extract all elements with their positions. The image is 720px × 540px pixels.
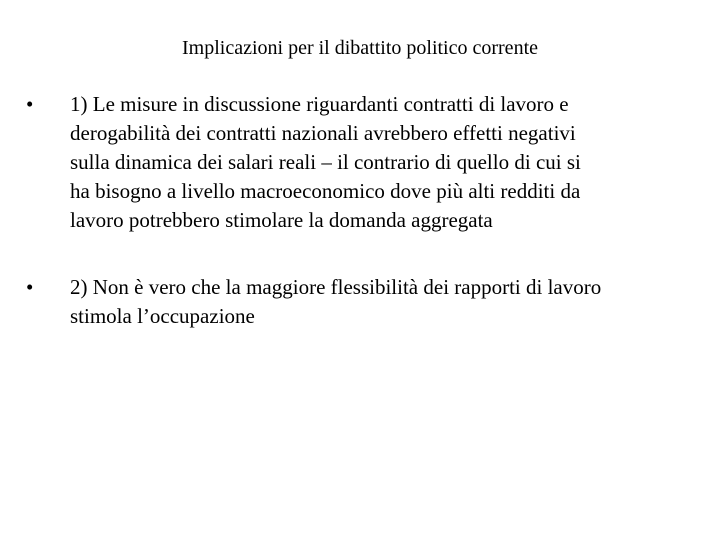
bullet-2-line-1: 2) Non è vero che la maggiore flessibilità dei rapporti di lavoro	[70, 275, 602, 299]
bullet-list	[26, 90, 696, 331]
bullet-1-line-1: 1) Le misure in discussione riguardanti contratti di lavoro e	[70, 92, 569, 116]
slide-title: Implicazioni per il dibattito politico corrente	[182, 37, 538, 59]
bullet-2-line-2: stimola l’occupazione	[70, 304, 255, 328]
bullet-icon: •	[26, 275, 34, 299]
bullet-item-1	[26, 90, 696, 235]
bullet-1-line-5: lavoro potrebbero stimolare la domanda aggregata	[70, 208, 493, 232]
bullet-icon: •	[26, 92, 34, 116]
bullet-1-line-4: ha bisogno a livello macroeconomico dove più alti redditi da	[70, 179, 581, 203]
bullet-1-line-2: derogabilità dei contratti nazionali avrebbero effetti negativi	[70, 121, 576, 145]
bullet-item-2	[26, 273, 696, 331]
bullet-1-line-3: sulla dinamica dei salari reali – il contrario di quello di cui si	[70, 150, 581, 174]
